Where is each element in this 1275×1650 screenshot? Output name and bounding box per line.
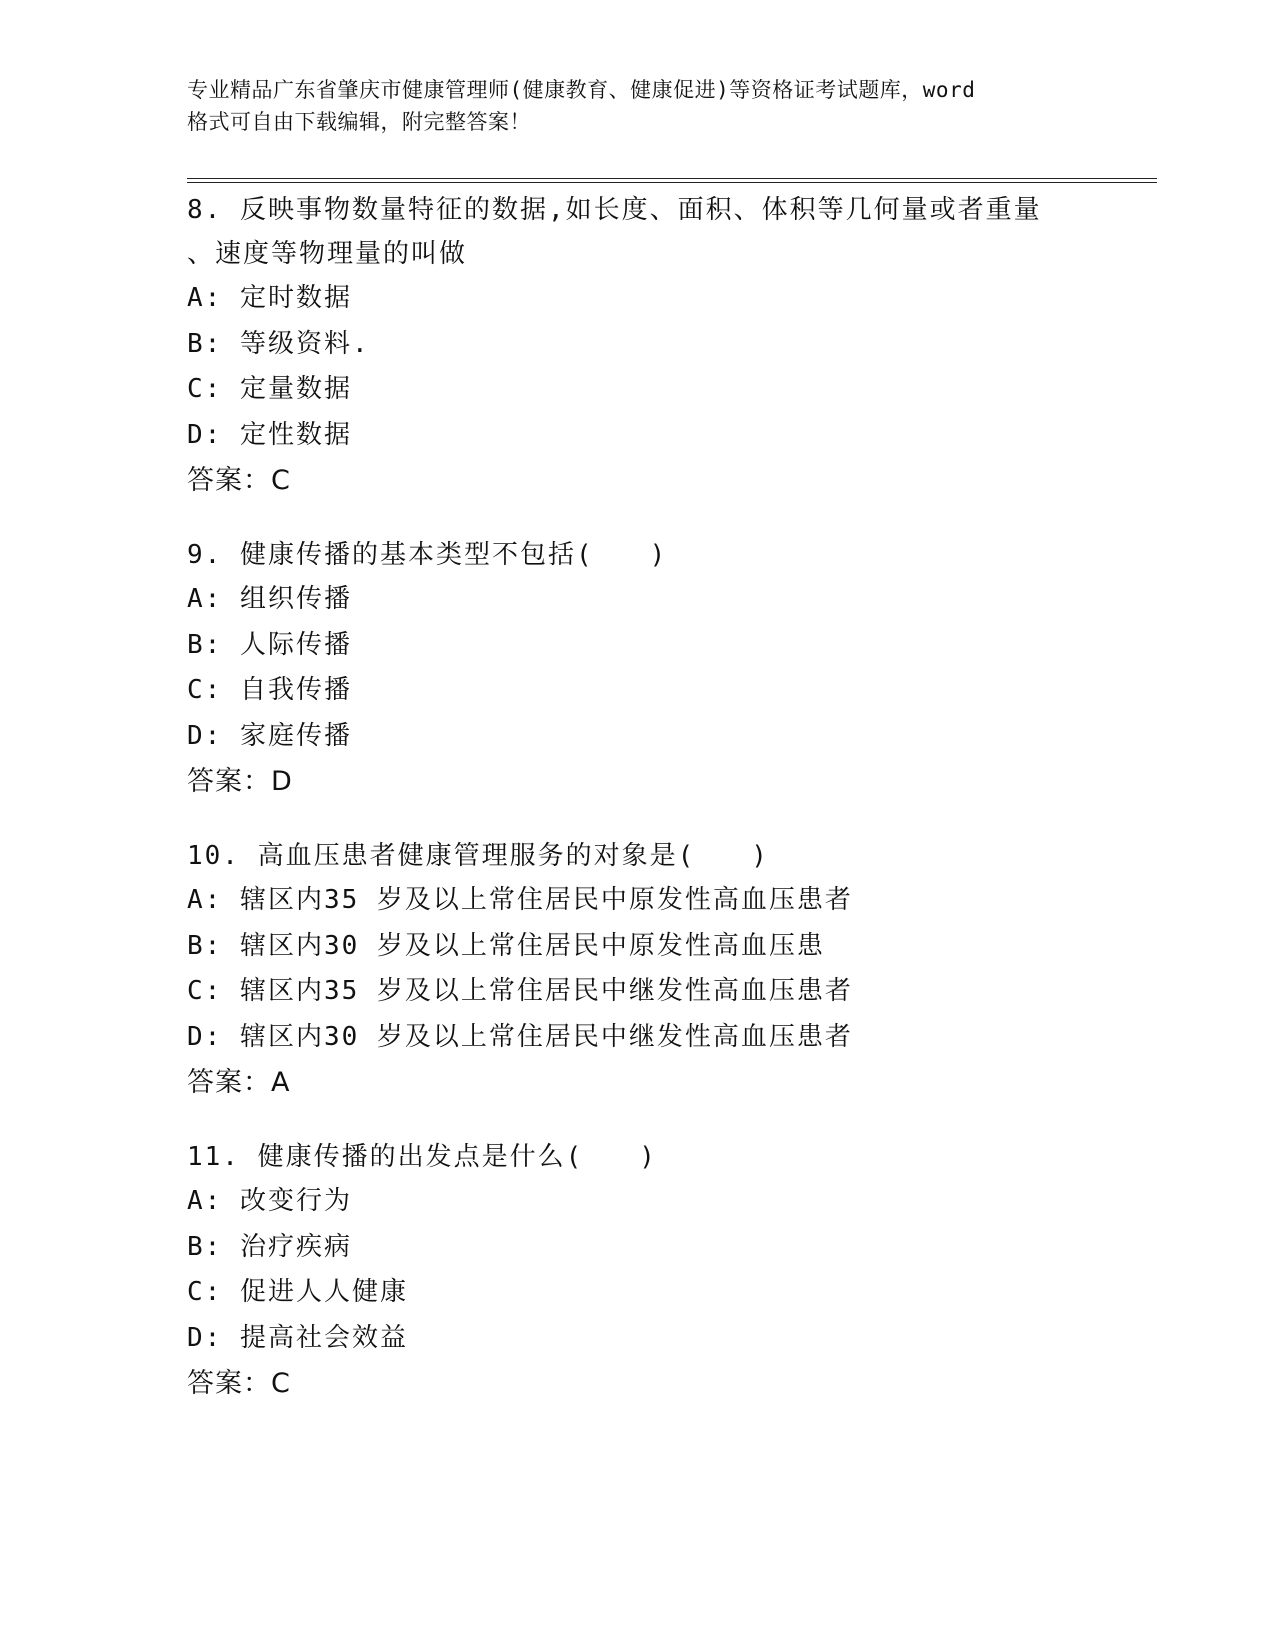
answer-line: 答案：C bbox=[187, 1368, 291, 1399]
option-c: C: 自我传播 bbox=[187, 675, 352, 705]
option-b: B: 治疗疾病 bbox=[187, 1231, 352, 1262]
answer-line: 答案：C bbox=[187, 465, 291, 496]
answer-line: 答案：A bbox=[187, 1067, 291, 1098]
option-a: A: 组织传播 bbox=[187, 584, 352, 614]
question-item bbox=[187, 188, 1147, 504]
question-stem-line: 10. 高血压患者健康管理服务的对象是( ) bbox=[187, 841, 769, 871]
divider-line-top bbox=[187, 178, 1157, 179]
question-stem bbox=[187, 834, 1147, 878]
option-d: D: 家庭传播 bbox=[187, 720, 352, 751]
answer-line: 答案：D bbox=[187, 766, 293, 797]
question-list bbox=[187, 188, 1147, 1436]
option-a: A: 改变行为 bbox=[187, 1186, 352, 1216]
option-d: D: 提高社会效益 bbox=[187, 1322, 408, 1353]
question-item bbox=[187, 834, 1147, 1106]
question-stem bbox=[187, 188, 1147, 276]
question-item bbox=[187, 533, 1147, 805]
question-stem bbox=[187, 1135, 1147, 1179]
option-c: C: 辖区内35 岁及以上常住居民中继发性高血压患者 bbox=[187, 976, 853, 1006]
option-d: D: 辖区内30 岁及以上常住居民中继发性高血压患者 bbox=[187, 1021, 853, 1052]
question-item bbox=[187, 1135, 1147, 1407]
header-line-2: 格式可自由下载编辑，附完整答案！ bbox=[187, 110, 531, 134]
option-a: A: 定时数据 bbox=[187, 283, 352, 313]
option-b: B: 辖区内30 岁及以上常住居民中原发性高血压患 bbox=[187, 930, 825, 961]
option-b: B: 等级资料. bbox=[187, 328, 370, 359]
option-a: A: 辖区内35 岁及以上常住居民中原发性高血压患者 bbox=[187, 885, 853, 915]
option-c: C: 定量数据 bbox=[187, 374, 352, 404]
question-stem-line: 11. 健康传播的出发点是什么( ) bbox=[187, 1142, 657, 1172]
document-header bbox=[187, 74, 1087, 138]
question-stem-line: 9. 健康传播的基本类型不包括( ) bbox=[187, 540, 668, 570]
header-line-1: 专业精品广东省肇庆市健康管理师(健康教育、健康促进)等资格证考试题库，word bbox=[187, 78, 976, 102]
question-stem-line: 8. 反映事物数量特征的数据,如长度、面积、体积等几何量或者重量 bbox=[187, 195, 1042, 225]
divider-line-bottom bbox=[187, 182, 1157, 183]
question-stem bbox=[187, 533, 1147, 577]
option-c: C: 促进人人健康 bbox=[187, 1277, 408, 1307]
question-stem-line: 、速度等物理量的叫做 bbox=[187, 239, 468, 269]
option-b: B: 人际传播 bbox=[187, 629, 352, 660]
header-divider bbox=[187, 178, 1157, 184]
option-d: D: 定性数据 bbox=[187, 419, 352, 450]
